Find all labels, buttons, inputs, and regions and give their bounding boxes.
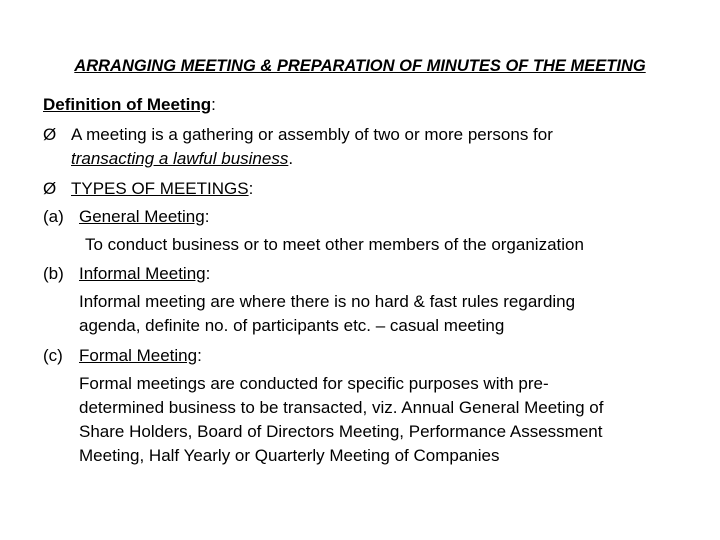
type-colon-b: : — [205, 264, 211, 283]
definition-heading: Definition of Meeting — [43, 95, 212, 114]
type-name-c: Formal Meeting — [79, 346, 198, 365]
type-name-line-a — [79, 205, 209, 229]
type-name-line-b — [79, 262, 210, 286]
slide-title: ARRANGING MEETING & PREPARATION OF MINUTES OF THE MEETING — [74, 57, 646, 75]
type-marker-b: (b) — [43, 264, 64, 283]
bullet-arrow-icon: Ø — [43, 125, 57, 144]
type-name-a: General Meeting — [79, 207, 205, 226]
bullet1-end: . — [288, 149, 294, 168]
bullet1-emphasis: transacting a lawful business — [71, 149, 289, 168]
type-desc-c-1: Formal meetings are conducted for specific purposes with pre- — [79, 374, 549, 393]
type-name-b: Informal Meeting — [79, 264, 206, 283]
type-desc-b-2: agenda, definite no. of participants etc. – casual meeting — [79, 316, 505, 335]
bullet1-emphasis-line — [71, 147, 293, 171]
type-desc-c-2: determined business to be transacted, viz. Annual General Meeting of — [79, 398, 604, 417]
definition-heading-line — [43, 93, 216, 117]
definition-colon: : — [211, 95, 216, 114]
types-heading: TYPES OF MEETINGS — [71, 179, 249, 198]
type-marker-c: (c) — [43, 346, 63, 365]
type-desc-c-4: Meeting, Half Yearly or Quarterly Meeting of Companies — [79, 446, 500, 465]
types-heading-line — [71, 177, 253, 201]
type-desc-b-1: Informal meeting are where there is no hard & fast rules regarding — [79, 292, 576, 311]
type-marker-a: (a) — [43, 207, 64, 226]
type-colon-a: : — [204, 207, 210, 226]
types-colon: : — [248, 179, 254, 198]
type-desc-c-3: Share Holders, Board of Directors Meeting, Performance Assessment — [79, 422, 603, 441]
type-colon-c: : — [197, 346, 202, 365]
type-desc-a-1: To conduct business or to meet other members of the organization — [85, 235, 584, 254]
bullet1-text: A meeting is a gathering or assembly of two or more persons for — [71, 125, 553, 144]
type-name-line-c — [79, 344, 202, 368]
bullet-arrow-icon: Ø — [43, 179, 57, 198]
